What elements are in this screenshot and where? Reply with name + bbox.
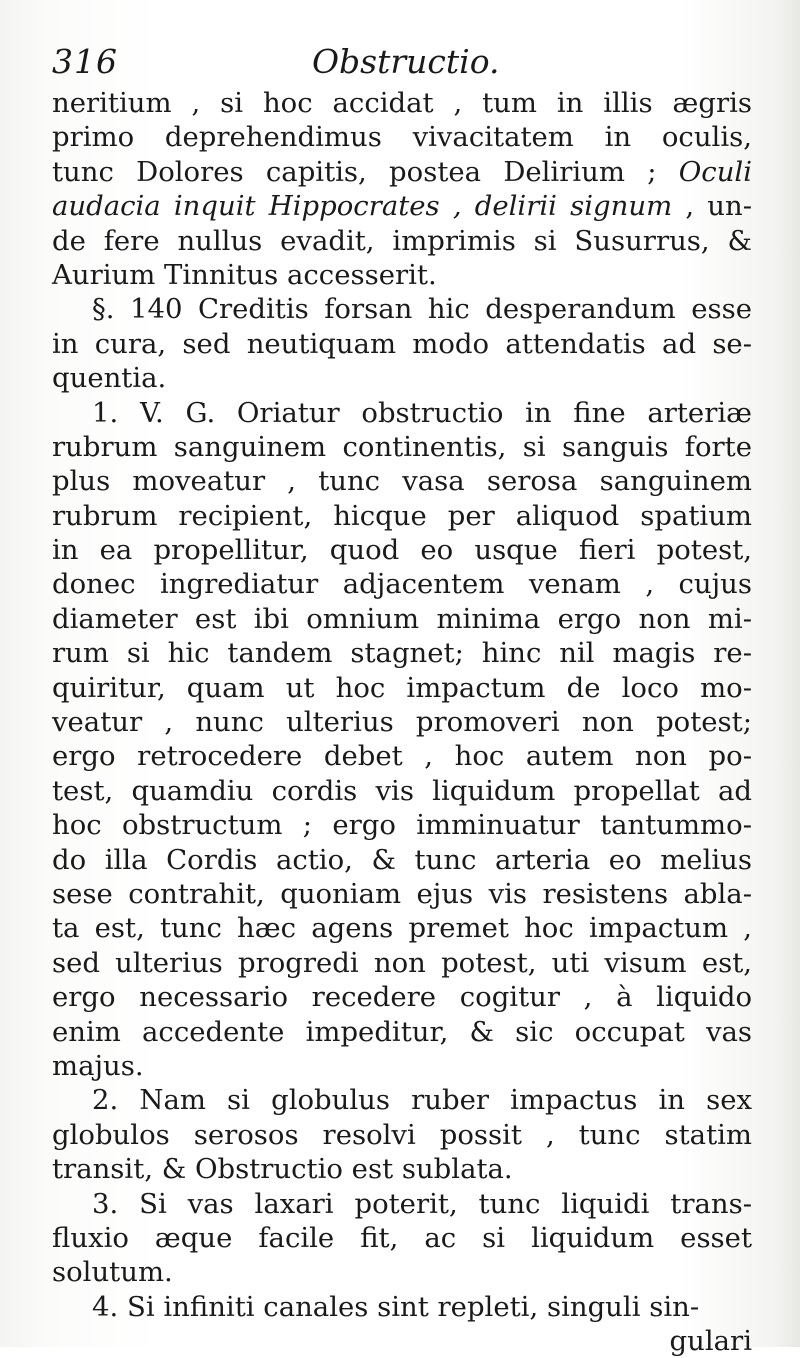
text-segment: in cura, sed neutiquam modo attendatis ad se- [52, 327, 752, 360]
paragraph [52, 1083, 752, 1186]
text-segment: sese contrahit, quoniam ejus vis resistens abla- [52, 877, 752, 910]
text-segment: 1. V. G. Oriatur obstructio in fine arteriæ [92, 396, 752, 429]
text-segment: transit, & Obstructio est sublata. [52, 1153, 513, 1186]
text-line [52, 602, 752, 636]
text-line [52, 808, 752, 842]
text-line [52, 396, 752, 430]
text-line [52, 1187, 752, 1221]
text-line [52, 567, 752, 601]
text-line [52, 1290, 752, 1324]
text-line [52, 327, 752, 361]
text-line [52, 705, 752, 739]
text-segment: ta est, tunc hæc agens premet hoc impactum , [52, 912, 752, 945]
paragraph [52, 1187, 752, 1290]
paragraph [52, 1290, 752, 1324]
text-line [52, 120, 752, 154]
text-segment: majus. [52, 1049, 144, 1082]
text-line [52, 499, 752, 533]
text-segment: 3. Si vas laxari poterit, tunc liquidi trans- [92, 1187, 752, 1220]
text-segment: enim accedente impeditur, & sic occupat vas [52, 1015, 752, 1048]
text-line [52, 361, 752, 395]
catchword: gulari [669, 1325, 752, 1358]
text-segment: Aurium Tinnitus accesserit. [52, 258, 437, 291]
text-segment: ergo retrocedere debet , hoc autem non po- [52, 740, 752, 773]
text-segment: sed ulterius progredi non potest, uti visum est, [52, 946, 752, 979]
running-title: Obstructio. [312, 42, 500, 81]
text-line [52, 671, 752, 705]
text-segment: §. 140 Creditis forsan hic desperandum esse [92, 293, 752, 326]
text-line [52, 1118, 752, 1152]
text-segment: tunc Dolores capitis, postea Delirium ; [52, 155, 679, 188]
text-segment: globulos serosos resolvi possit , tunc statim [52, 1118, 752, 1151]
text-segment: test, quamdiu cordis vis liquidum propellat ad [52, 774, 752, 807]
italic-text: audacia inquit Hippocrates , delirii signum [52, 190, 673, 223]
text-line [52, 1015, 752, 1049]
text-line [52, 911, 752, 945]
text-segment: rubrum sanguinem continentis, si sanguis forte [52, 430, 752, 463]
text-segment: veatur , nunc ulterius promoveri non potest; [52, 706, 752, 739]
text-line [52, 843, 752, 877]
text-line [52, 464, 752, 498]
text-line [52, 292, 752, 326]
text-segment: de fere nullus evadit, imprimis si Susurrus, & [52, 224, 752, 257]
text-line [52, 224, 752, 258]
text-line [52, 430, 752, 464]
text-line [52, 155, 752, 189]
text-line [52, 86, 752, 120]
text-line [52, 946, 752, 980]
text-line [52, 1255, 752, 1289]
text-segment: primo deprehendimus vivacitatem in oculis, [52, 121, 752, 154]
text-segment: diameter est ibi omnium minima ergo non mi- [52, 602, 752, 635]
italic-text: Oculi [678, 155, 752, 188]
text-line [52, 1083, 752, 1117]
text-line [52, 877, 752, 911]
page-number: 316 [52, 42, 118, 81]
text-line [52, 739, 752, 773]
text-segment: do illa Cordis actio, & tunc arteria eo melius [52, 843, 752, 876]
text-segment: in ea propellitur, quod eo usque fieri potest, [52, 534, 752, 567]
text-segment: plus moveatur , tunc vasa serosa sanguinem [52, 465, 752, 498]
text-line [52, 1152, 752, 1186]
text-line [52, 258, 752, 292]
text-segment: neritium , si hoc accidat , tum in illis ægris [52, 87, 752, 119]
paragraph [52, 396, 752, 1084]
text-line [52, 774, 752, 808]
text-segment: 2. Nam si globulus ruber impactus in sex [92, 1084, 752, 1117]
text-segment: quiritur, quam ut hoc impactum de loco mo- [52, 671, 752, 704]
text-line [52, 980, 752, 1014]
text-segment: donec ingrediatur adjacentem venam , cujus [52, 568, 752, 601]
paragraph [52, 292, 752, 395]
text-segment: , un- [672, 190, 752, 223]
body-text [52, 86, 752, 1358]
text-line [52, 533, 752, 567]
text-segment: solutum. [52, 1256, 173, 1289]
text-segment: quentia. [52, 362, 167, 395]
text-segment: fluxio æque facile fit, ac si liquidum esset [52, 1221, 752, 1254]
paragraph [52, 86, 752, 292]
text-segment: hoc obstructum ; ergo imminuatur tantummo- [52, 809, 752, 842]
text-segment: rum si hic tandem stagnet; hinc nil magis re- [52, 637, 752, 670]
text-line [52, 1049, 752, 1083]
text-segment: ergo necessario recedere cogitur , à liquido [52, 981, 752, 1014]
text-segment: rubrum recipient, hicque per aliquod spatium [52, 499, 752, 532]
page-header [52, 42, 740, 92]
text-line [52, 1221, 752, 1255]
text-segment: 4. Si infiniti canales sint repleti, singuli sin- [92, 1290, 700, 1323]
text-line [52, 189, 752, 223]
text-line [52, 636, 752, 670]
